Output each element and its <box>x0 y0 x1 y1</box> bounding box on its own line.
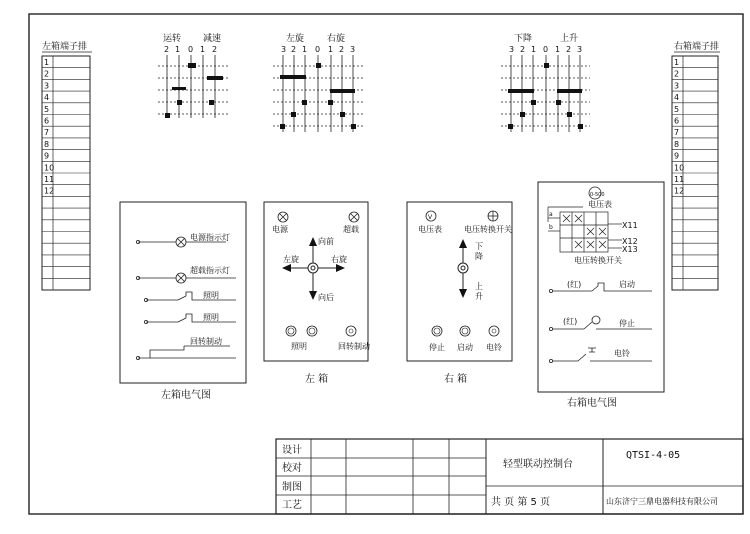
left-box-rot-right: 右旋 <box>331 255 347 264</box>
left-terminal-number-4: 4 <box>44 93 50 103</box>
right-box-volt-switch: 电压转换开关 <box>464 225 512 234</box>
title-row-design: 设计 <box>282 445 302 456</box>
svg-text:2: 2 <box>291 45 297 54</box>
svg-text:1: 1 <box>328 45 334 54</box>
right-elec-x12: X12 <box>622 237 638 246</box>
right-terminal-number-2: 2 <box>674 69 680 79</box>
svg-text:3: 3 <box>509 45 515 54</box>
right-electric-caption: 右箱电气图 <box>567 398 617 409</box>
right-box-up-2: 升 <box>475 292 483 301</box>
left-terminal-number-7: 7 <box>44 128 50 138</box>
right-terminal-number-11: 11 <box>674 175 685 184</box>
right-box-btn3: 电铃 <box>486 343 502 352</box>
svg-text:0: 0 <box>188 45 194 54</box>
left-terminal-number-3: 3 <box>44 81 50 91</box>
svg-text:2: 2 <box>164 45 170 54</box>
right-terminal-title: 右箱端子排 <box>674 42 720 52</box>
right-terminal-number-10: 10 <box>674 163 685 173</box>
right-box-up-1: 上 <box>475 282 483 291</box>
right-terminal-number-7: 7 <box>674 128 680 138</box>
right-terminal-number-4: 4 <box>674 93 680 103</box>
svg-text:1: 1 <box>175 45 181 54</box>
svg-text:2: 2 <box>212 45 218 54</box>
left-terminal-number-12: 12 <box>44 186 55 196</box>
svg-text:0: 0 <box>543 45 549 54</box>
svg-text:0-500: 0-500 <box>590 192 605 198</box>
overload-indicator-lamp-symbol <box>136 265 236 283</box>
left-elec-item-4: 照明 <box>203 313 219 322</box>
left-terminal-number-11: 11 <box>44 175 55 184</box>
left-electric-caption: 左箱电气图 <box>161 390 211 401</box>
right-box-btn2: 启动 <box>457 343 473 352</box>
overload-lamp-icon <box>349 212 359 222</box>
right-box-down-2: 降 <box>475 252 483 261</box>
left-terminal-number-10: 10 <box>44 163 55 173</box>
drawing-number: QTSI-4-05 <box>626 450 681 461</box>
left-elec-item-2: 超载指示灯 <box>190 266 230 275</box>
left-box-overload: 超载 <box>343 225 359 234</box>
right-electric-diagram <box>538 182 664 409</box>
left-box-btn2: 回转制动 <box>338 342 370 351</box>
left-terminal-title: 左箱端子排 <box>42 42 88 52</box>
left-terminal-number-2: 2 <box>44 69 50 79</box>
volt-switch-matrix <box>548 212 622 252</box>
title-row-draw: 制图 <box>282 482 302 493</box>
right-elec-stop-label: (红) <box>563 317 578 326</box>
right-elec-start-text: 启动 <box>619 280 635 289</box>
title-row-process: 工艺 <box>282 500 302 511</box>
left-elec-item-5: 回转制动 <box>190 337 222 346</box>
left-terminal-number-5: 5 <box>44 104 50 114</box>
right-box-btn1: 停止 <box>429 343 445 352</box>
switch1-header-left: 运转 <box>163 34 182 44</box>
svg-text:V: V <box>428 214 433 221</box>
drawing-name: 轻型联动控制台 <box>503 459 573 470</box>
left-terminal-number-6: 6 <box>44 116 50 126</box>
switch-diagram-hoist <box>501 32 590 132</box>
slew-brake-symbol <box>136 336 236 360</box>
right-box-voltmeter: 电压表 <box>418 225 442 234</box>
bell-switch-symbol <box>549 348 652 363</box>
right-terminal-number-12: 12 <box>674 186 685 196</box>
svg-text:b: b <box>549 224 553 231</box>
right-terminal-number-3: 3 <box>674 81 680 91</box>
right-elec-bell-text: 电铃 <box>614 349 630 358</box>
switch3-header-right: 上升 <box>560 34 579 44</box>
lighting-button-2-icon <box>307 326 317 336</box>
right-elec-start-label: (红) <box>567 280 582 289</box>
svg-text:3: 3 <box>577 45 583 54</box>
right-box-down-1: 下 <box>475 242 483 251</box>
right-box-caption: 右 箱 <box>444 374 468 385</box>
svg-text:3: 3 <box>281 45 287 54</box>
switch-diagram-rotate <box>273 32 364 132</box>
right-elec-x13: X13 <box>622 245 638 254</box>
right-terminal-number-9: 9 <box>674 151 680 161</box>
left-box-btn1: 照明 <box>291 342 307 351</box>
stop-button-icon <box>432 326 442 336</box>
svg-text:1: 1 <box>555 45 561 54</box>
left-elec-item-3: 照明 <box>203 291 219 300</box>
svg-text:2: 2 <box>339 45 345 54</box>
left-electric-diagram <box>120 202 246 401</box>
left-terminal-number-1: 1 <box>44 58 50 67</box>
svg-text:3: 3 <box>350 45 356 54</box>
left-terminal-strip <box>42 40 92 290</box>
right-elec-switch-name: 电压转换开关 <box>574 256 622 265</box>
slew-brake-button-icon <box>346 326 356 336</box>
left-joystick-icon <box>286 241 341 296</box>
start-button-icon <box>460 326 470 336</box>
title-block <box>276 439 743 514</box>
svg-text:1: 1 <box>531 45 537 54</box>
start-switch-symbol <box>549 283 652 293</box>
switch2-header-right: 右旋 <box>327 34 346 44</box>
lighting-switch-symbol-1 <box>144 291 236 302</box>
company-name: 山东济宁三鼎电器科技有限公司 <box>606 497 718 506</box>
right-elec-x11: X11 <box>622 221 638 230</box>
left-box-caption: 左 箱 <box>305 374 329 385</box>
right-terminal-number-8: 8 <box>674 139 680 149</box>
switch-diagram-speed <box>158 32 228 118</box>
left-box-backward: 向后 <box>318 293 334 302</box>
left-elec-item-1: 电源指示灯 <box>190 233 230 242</box>
power-lamp-icon <box>278 212 288 222</box>
right-elec-stop-text: 停止 <box>619 319 635 328</box>
svg-text:2: 2 <box>566 45 572 54</box>
switch2-header-left: 左旋 <box>286 34 305 44</box>
svg-text:2: 2 <box>520 45 526 54</box>
right-terminal-number-5: 5 <box>674 104 680 114</box>
left-box-forward: 向前 <box>318 237 334 246</box>
svg-text:a: a <box>549 211 553 218</box>
right-terminal-number-1: 1 <box>674 58 680 67</box>
page-info: 共 页 第 5 页 <box>491 497 551 508</box>
svg-text:0: 0 <box>315 45 321 54</box>
svg-text:1: 1 <box>200 45 206 54</box>
power-indicator-lamp-symbol <box>136 232 230 247</box>
left-terminal-number-8: 8 <box>44 139 50 149</box>
left-box-rot-left: 左旋 <box>283 255 299 264</box>
left-box-panel <box>264 202 370 385</box>
left-box-power: 电源 <box>272 225 288 234</box>
lighting-switch-symbol-2 <box>144 313 236 324</box>
svg-text:1: 1 <box>302 45 308 54</box>
left-terminal-number-9: 9 <box>44 151 50 161</box>
right-joystick-icon <box>458 243 468 294</box>
volt-switch-icon <box>488 211 498 221</box>
right-terminal-strip <box>672 40 720 290</box>
bell-button-icon <box>489 326 499 336</box>
right-box-panel <box>407 202 512 385</box>
lighting-button-icon <box>286 326 296 336</box>
title-row-check: 校对 <box>282 463 302 474</box>
switch1-header-right: 减速 <box>203 34 222 44</box>
right-terminal-number-6: 6 <box>674 116 680 126</box>
switch3-header-left: 下降 <box>514 34 533 44</box>
right-elec-meter-label: 电压表 <box>588 200 612 209</box>
